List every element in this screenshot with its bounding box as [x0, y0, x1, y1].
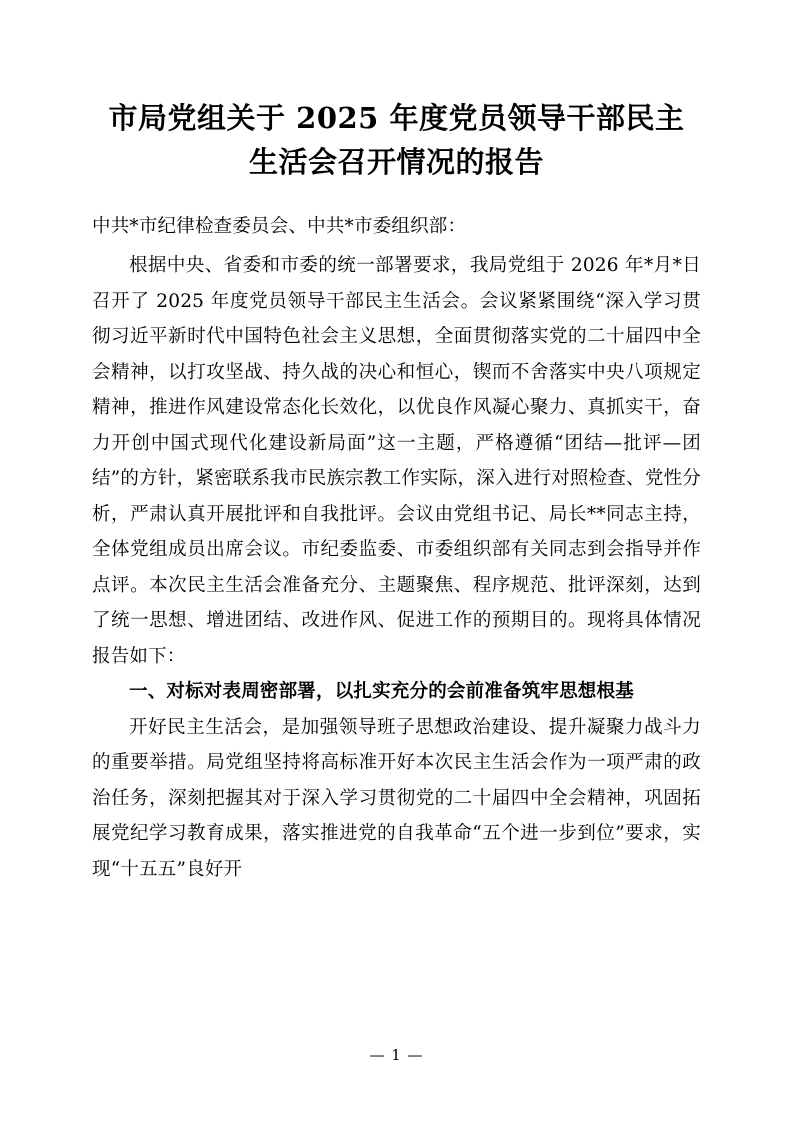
- body-paragraph-1: 根据中央、省委和市委的统一部署要求，我局党组于 2026 年*月*日召开了 2025 年度党员领导干部民主生活会。会议紧紧围绕“深入学习贯彻习近平新时代中国特色社会主义思想，全面贯彻落实党的二十届四中全会精神，以打攻坚战、持久战的决心和恒心，锲而不舍落实中央八项规定精神，推进作风建设常态化长效化，以优良作风凝心聚力、真抓实干，奋力开创中国式现代化建设新局面”这一主题，严格遵循“团结—批评—团结”的方针，紧密联系我市民族宗教工作实际，深入进行对照检查、党性分析，严肃认真开展批评和自我批评。会议由党组书记、局长**同志主持，全体党组成员出席会议。市纪委监委、市委组织部有关同志到会指导并作点评。本次民主生活会准备充分、主题聚焦、程序规范、批评深刻，达到了统一思想、增进团结、改进作风、促进工作的预期目的。现将具体情况报告如下：: [92, 255, 701, 667]
- section-heading-1: 一、对标对表周密部署，以扎实充分的会前准备筑牢思想根基: [129, 681, 634, 702]
- body-paragraph-2: 开好民主生活会，是加强领导班子思想政治建设、提升凝聚力战斗力的重要举措。局党组坚持将高标准开好本次民主生活会作为一项严肃的政治任务，深刻把握其对于深入学习贯彻党的二十届四中全会精神，巩固拓展党纪学习教育成果，落实推进党的自我革命“五个进一步到位”要求，实现“十五五”良好开: [92, 716, 701, 880]
- page-title: 市局党组关于 2025 年度党员领导干部民主生活会召开情况的报告: [108, 101, 685, 179]
- page-number: — 1 —: [369, 1046, 424, 1064]
- addressee-line: 中共*市纪律检查委员会、中共*市委组织部：: [92, 216, 467, 237]
